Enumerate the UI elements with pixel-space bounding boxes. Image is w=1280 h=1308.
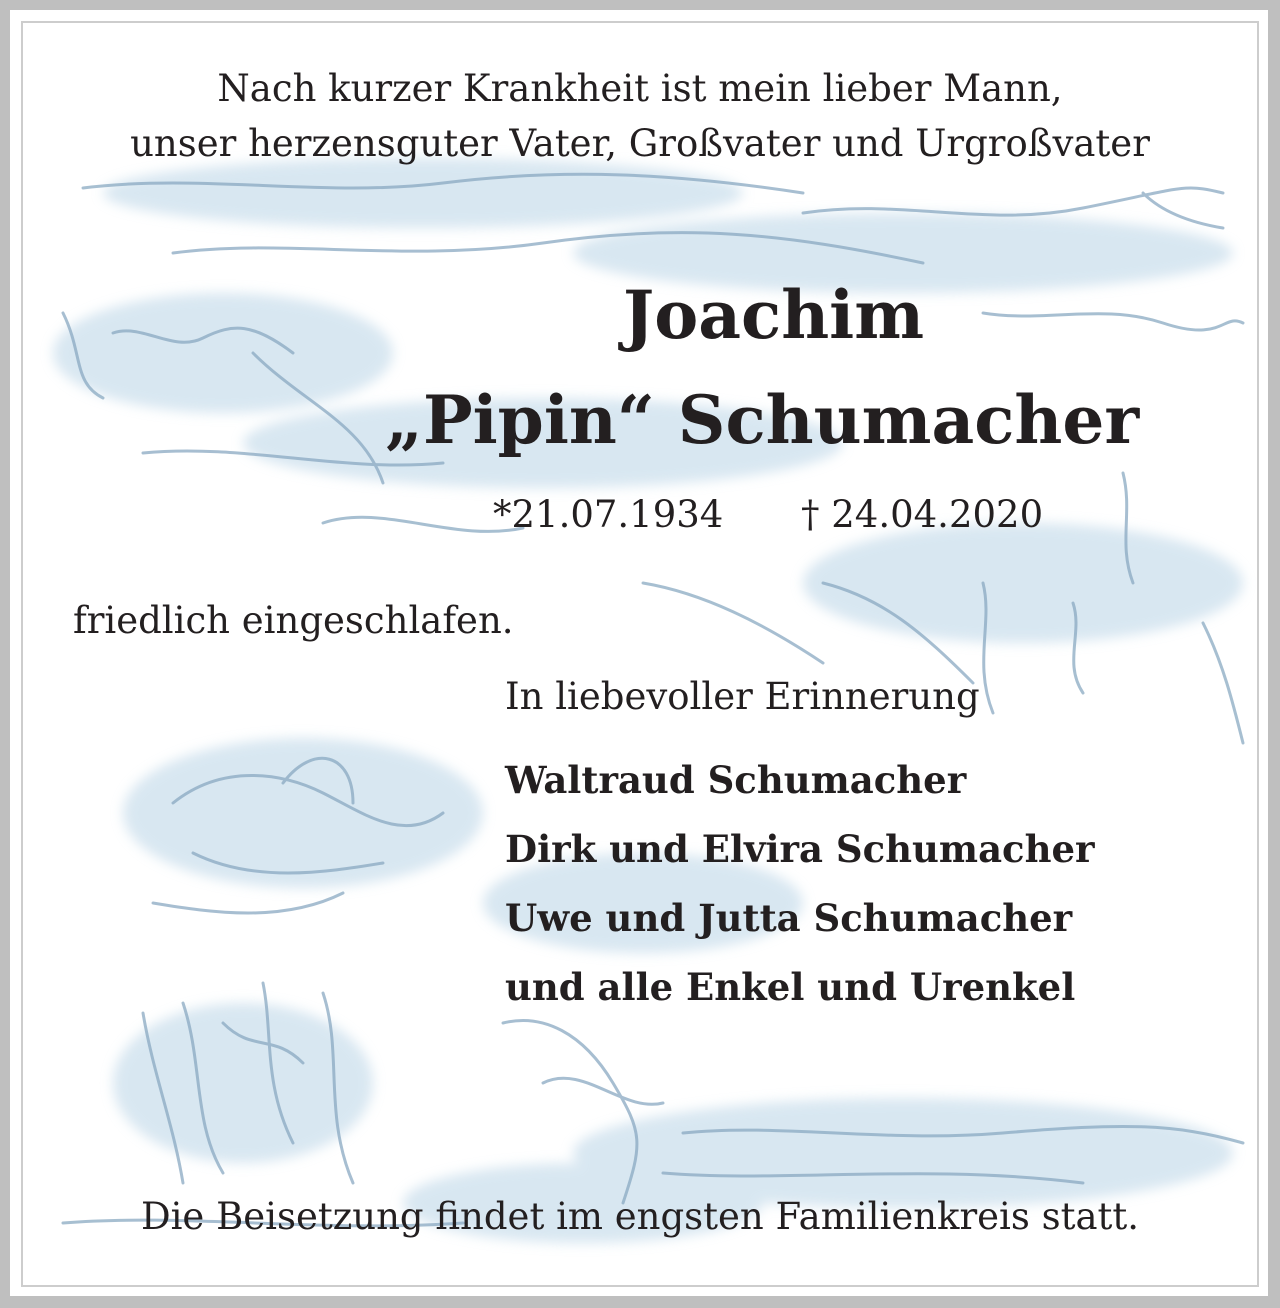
intro-line-1: Nach kurzer Krankheit ist mein lieber Mann,: [217, 67, 1063, 110]
passing-text: friedlich eingeschlafen.: [73, 599, 514, 642]
memory-line: In liebevoller Erinnerung: [505, 675, 980, 718]
watercolor-landscape-illustration: [23, 23, 1257, 1285]
mourner-name: Waltraud Schumacher: [505, 758, 967, 802]
funeral-note: Die Beisetzung findet im engsten Familienkreis statt.: [140, 1195, 1140, 1238]
mourner-name: und alle Enkel und Urenkel: [505, 965, 1076, 1009]
deceased-first-name: Joachim: [623, 276, 925, 354]
death-date: † 24.04.2020: [801, 493, 1044, 536]
mourner-name: Uwe und Jutta Schumacher: [505, 896, 1073, 940]
birth-date: *21.07.1934: [493, 493, 724, 536]
obituary-frame: [21, 21, 1259, 1287]
mourner-name: Dirk und Elvira Schumacher: [505, 827, 1095, 871]
deceased-full-name: „Pipin“ Schumacher: [385, 381, 1140, 459]
intro-line-2: unser herzensguter Vater, Großvater und Urgroßvater: [130, 122, 1150, 165]
